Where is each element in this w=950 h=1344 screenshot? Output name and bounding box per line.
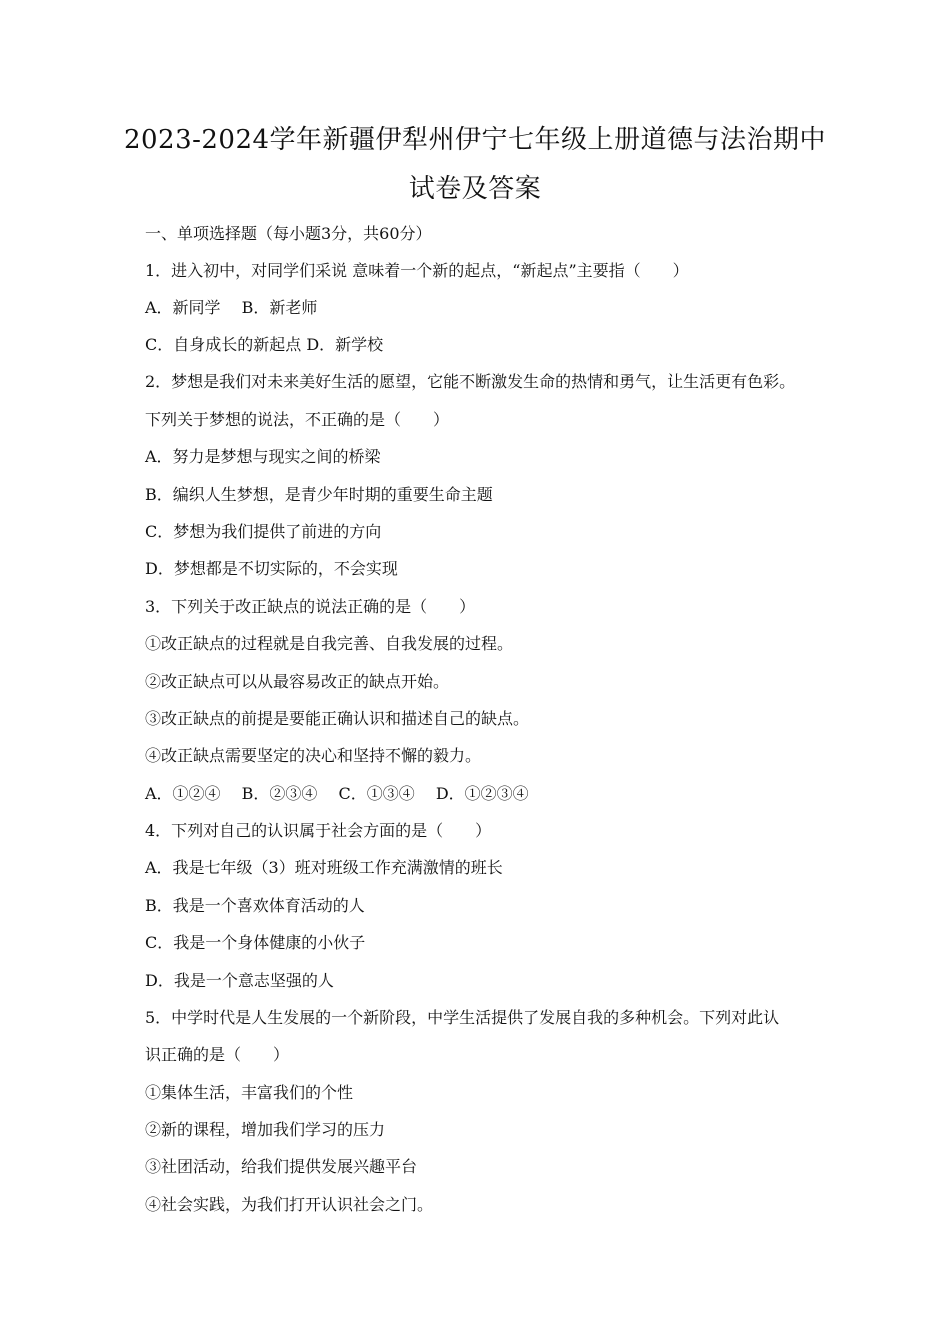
question-3-item-4: ④改正缺点需要坚定的决心和坚持不懈的毅力。 — [145, 746, 482, 765]
question-5-stem-line-1: 5．中学时代是人生发展的一个新阶段，中学生活提供了发展自我的多种机会。下列对此认 — [145, 1008, 780, 1027]
section-heading: 一、单项选择题（每小题3分，共60分） — [145, 224, 432, 243]
question-2-option-c: C．梦想为我们提供了前进的方向 — [145, 522, 382, 541]
question-3-options: A．①②④ B．②③④ C．①③④ D．①②③④ — [145, 784, 529, 803]
question-3-stem: 3．下列关于改正缺点的说法正确的是（ ） — [145, 597, 476, 616]
question-5-item-3: ③社团活动，给我们提供发展兴趣平台 — [145, 1157, 418, 1176]
question-5-stem-line-2: 识正确的是（ ） — [145, 1045, 290, 1064]
question-2-stem-line-1: 2．梦想是我们对未来美好生活的愿望，它能不断激发生命的热情和勇气，让生活更有色彩。 — [145, 372, 796, 391]
question-2-stem-line-2: 下列关于梦想的说法，不正确的是（ ） — [145, 410, 450, 429]
question-3-item-1: ①改正缺点的过程就是自我完善、自我发展的过程。 — [145, 634, 514, 653]
question-2-option-b: B．编织人生梦想，是青少年时期的重要生命主题 — [145, 485, 493, 504]
question-3-item-2: ②改正缺点可以从最容易改正的缺点开始。 — [145, 672, 450, 691]
question-2-option-a: A．努力是梦想与现实之间的桥梁 — [145, 447, 381, 466]
document-title-line-2: 试卷及答案 — [408, 174, 542, 204]
question-1-options-row-1: A．新同学 B．新老师 — [145, 298, 318, 317]
question-5-item-2: ②新的课程，增加我们学习的压力 — [145, 1120, 386, 1139]
question-4-stem: 4．下列对自己的认识属于社会方面的是（ ） — [145, 821, 492, 840]
question-4-option-b: B．我是一个喜欢体育活动的人 — [145, 896, 365, 915]
question-5-item-4: ④社会实践，为我们打开认识社会之门。 — [145, 1195, 434, 1214]
question-2-option-d: D．梦想都是不切实际的，不会实现 — [145, 559, 398, 578]
document-title-line-1: 2023-2024学年新疆伊犁州伊宁七年级上册道德与法治期中 — [123, 125, 827, 155]
question-4-option-a: A．我是七年级（3）班对班级工作充满激情的班长 — [145, 858, 503, 877]
question-3-item-3: ③改正缺点的前提是要能正确认识和描述自己的缺点。 — [145, 709, 530, 728]
question-4-option-c: C．我是一个身体健康的小伙子 — [145, 933, 366, 952]
question-4-option-d: D．我是一个意志坚强的人 — [145, 971, 334, 990]
question-5-item-1: ①集体生活，丰富我们的个性 — [145, 1083, 354, 1102]
question-1-stem: 1．进入初中，对同学们采说 意味着一个新的起点，“新起点”主要指（ ） — [145, 261, 689, 280]
question-1-options-row-2: C．自身成长的新起点 D．新学校 — [145, 335, 384, 354]
